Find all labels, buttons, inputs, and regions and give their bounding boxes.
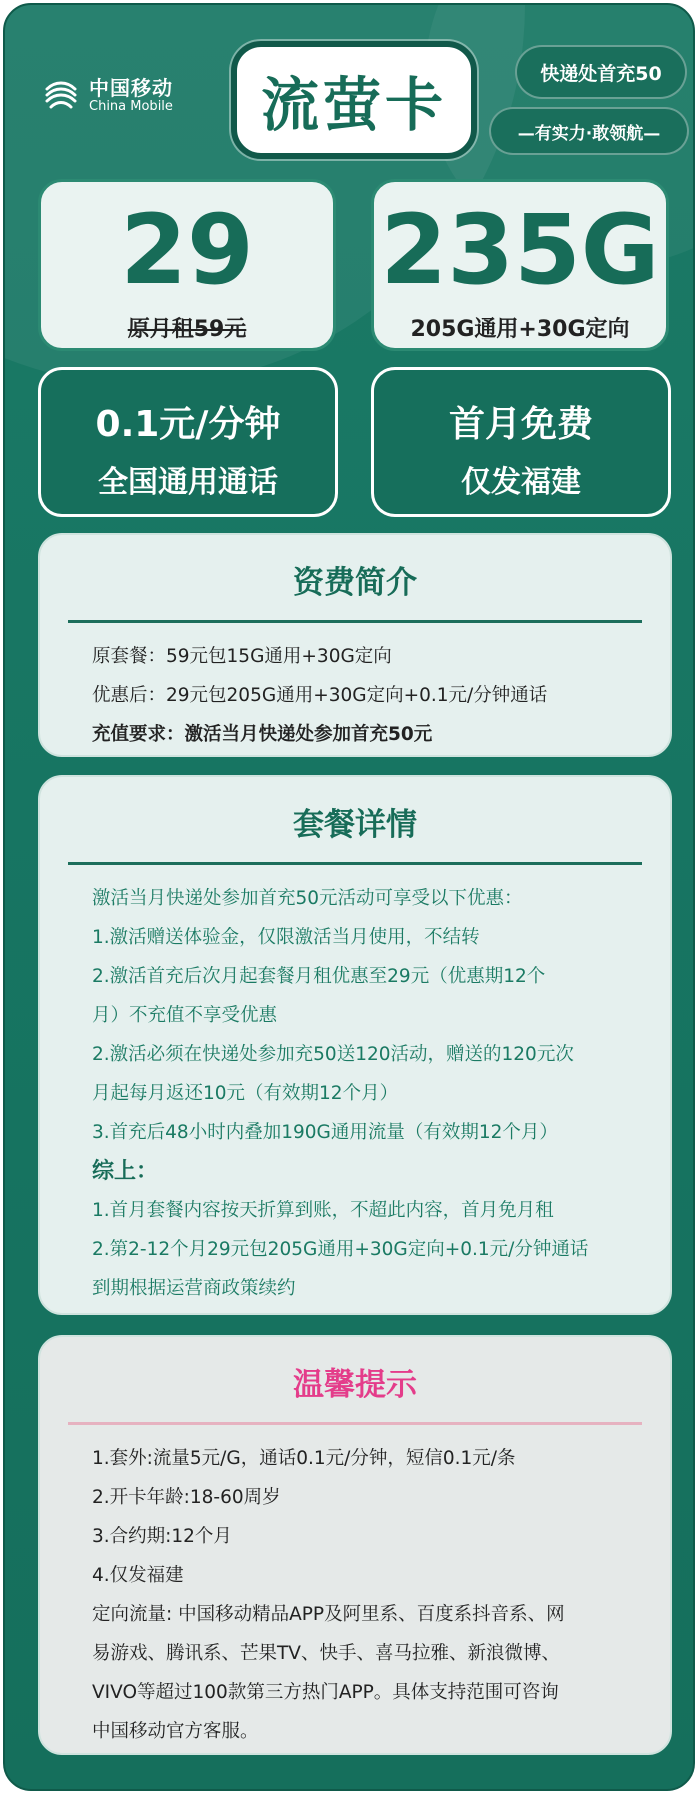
package-detail-line: 1.激活赠送体验金，仅限激活当月使用，不结转 (92, 927, 480, 948)
delivery-region: 仅发福建 (461, 465, 581, 500)
fee-intro-line: 充值要求：激活当月快递处参加首充50元 (92, 724, 433, 745)
tips-line: VIVO等超过100款第三方热门APP。具体支持范围可咨询 (92, 1682, 559, 1703)
fee-intro-line: 优惠后：29元包205G通用+30G定向+0.1元/分钟通话 (92, 685, 548, 706)
fee-intro-title: 资费简介 (68, 557, 642, 623)
package-detail-line: 1.首月套餐内容按天折算到账，不超此内容，首月免月租 (92, 1200, 554, 1221)
monthly-price: 29 (120, 194, 254, 306)
china-mobile-logo (41, 75, 173, 115)
china-mobile-logo-icon (41, 75, 81, 115)
package-detail-line: 月起每月返还10元（有效期12个月） (92, 1083, 399, 1104)
total-data: 235G (380, 194, 660, 306)
tips-line: 易游戏、腾讯系、芒果TV、快手、喜马拉雅、新浪微博、 (92, 1643, 560, 1664)
package-detail-line: 3.首充后48小时内叠加190G通用流量（有效期12个月） (92, 1122, 558, 1143)
brand-name-en: China Mobile (89, 98, 173, 114)
card-title-box (231, 41, 477, 159)
tips-line: 中国移动官方客服。 (92, 1721, 259, 1742)
call-rate-scope: 全国通用通话 (98, 465, 278, 500)
tips-line: 2.开卡年龄:18-60周岁 (92, 1487, 281, 1508)
price-box (38, 179, 336, 351)
package-detail-card (38, 775, 672, 1315)
tips-line: 定向流量: 中国移动精品APP及阿里系、百度系抖音系、网 (92, 1604, 565, 1625)
tips-title: 温馨提示 (68, 1359, 642, 1425)
package-detail-line: 月）不充值不享受优惠 (92, 1005, 278, 1026)
package-detail-title: 套餐详情 (68, 799, 642, 865)
card-title: 流萤卡 (260, 71, 447, 139)
tips-line: 3.合约期:12个月 (92, 1526, 232, 1547)
package-detail-line: 2.激活必须在快递处参加充50送120活动，赠送的120元次 (92, 1044, 574, 1065)
package-detail-line: 2.激活首充后次月起套餐月租优惠至29元（优惠期12个 (92, 966, 546, 987)
package-detail-line: 激活当月快递处参加首充50元活动可享受以下优惠： (92, 888, 523, 909)
original-price: 原月租59元 (127, 317, 247, 342)
brand-name-cn: 中国移动 (89, 75, 173, 100)
data-detail: 205G通用+30G定向 (410, 317, 630, 342)
call-rate: 0.1元/分钟 (95, 404, 281, 445)
first-month-free: 首月免费 (448, 404, 593, 445)
data-box (371, 179, 669, 351)
first-month-box (371, 367, 671, 517)
slogan-badge: —有实力·敢领航— (489, 107, 689, 155)
tips-line: 1.套外:流量5元/G，通话0.1元/分钟，短信0.1元/条 (92, 1448, 516, 1469)
summary-heading: 综上： (92, 1159, 159, 1184)
tips-card (38, 1335, 672, 1755)
top-badge: 快递处首充50 (515, 45, 687, 99)
call-rate-box (38, 367, 338, 517)
fee-intro-card (38, 533, 672, 757)
tips-line: 4.仅发福建 (92, 1565, 184, 1586)
package-detail-line: 2.第2-12个月29元包205G通用+30G定向+0.1元/分钟通话 (92, 1239, 589, 1260)
package-detail-line: 到期根据运营商政策续约 (92, 1278, 296, 1299)
fee-intro-line: 原套餐：59元包15G通用+30G定向 (92, 646, 392, 667)
promo-frame (3, 3, 695, 1791)
